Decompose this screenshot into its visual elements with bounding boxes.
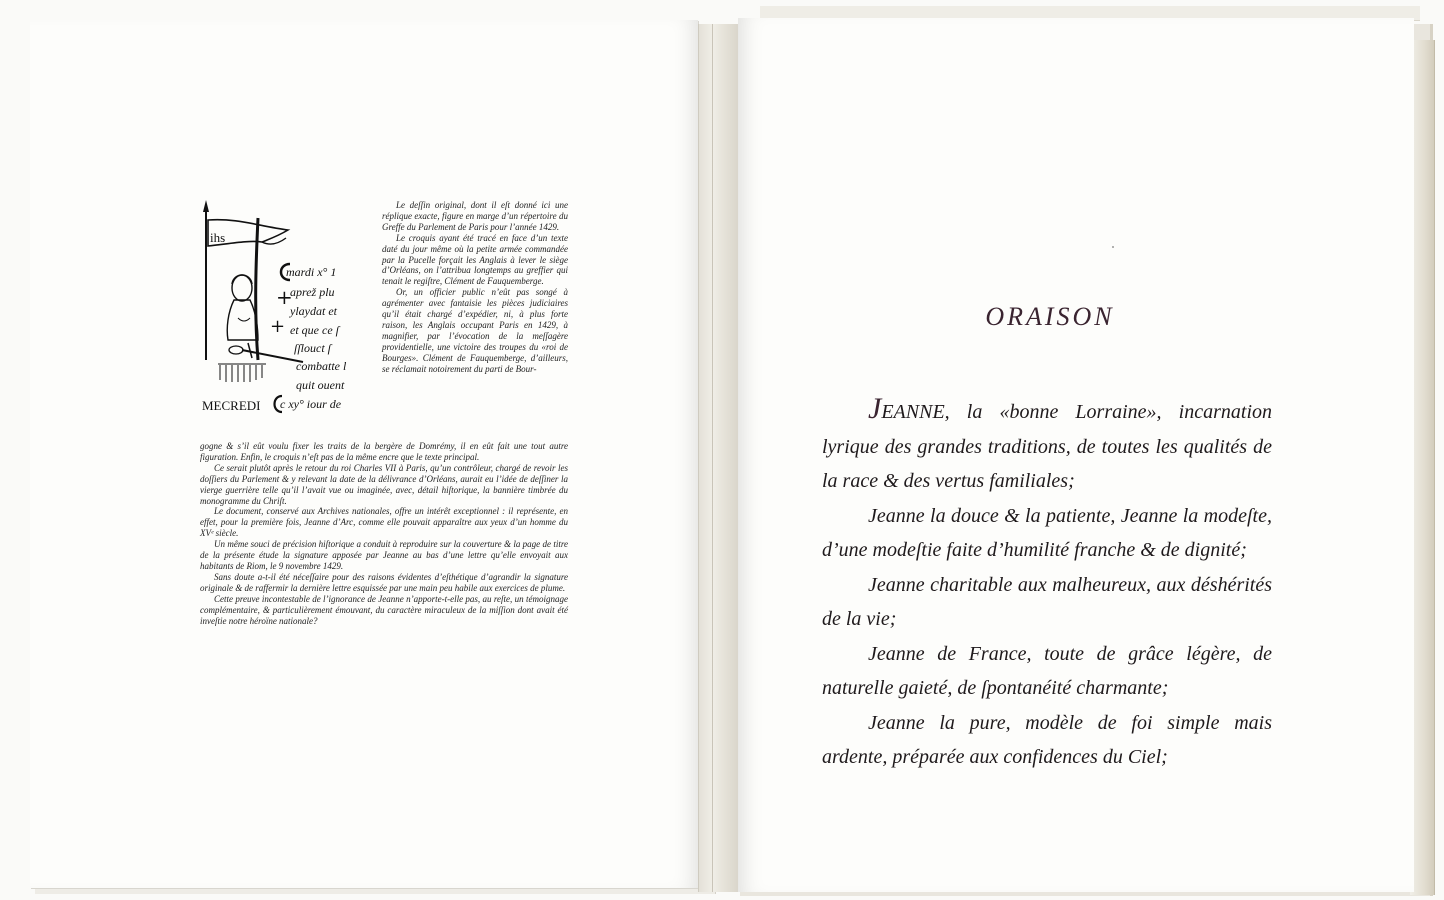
script-line-5: ſſlouct ſ: [294, 341, 331, 355]
oraison-paragraph: Jeanne de France, toute de grâce légère, de naturelle gaieté, de ſpontanéité charmante;: [822, 642, 1272, 699]
script-line-2: aprež plu: [290, 285, 335, 299]
illustration-caption-note: [382, 200, 568, 375]
commentary-paragraph: Un même souci de précision hiſtorique a conduit à reproduire sur la couverture & la page de titre de la présente étude la signature apposée par Jeanne au bas d’une lettre qu’elle envoyait aux habitants de Riom, le 9 novembre 1429.: [200, 539, 568, 571]
svg-text:+: +: [270, 316, 286, 337]
paper-speck: [1112, 246, 1114, 248]
commentary-text: [200, 441, 568, 626]
svg-text:+: +: [276, 285, 293, 309]
oraison-paragraph: Jeanne la douce & la patiente, Jeanne la modeſte, d’une modeſtie faite d’humilité franche & de dignité;: [822, 504, 1272, 561]
page-title: ORAISON: [985, 302, 1115, 331]
commentary-paragraph: Ce serait plutôt après le retour du roi Charles VII à Paris, qu’un contrôleur, chargé de revoir les doſſiers du Parlement & y relevant la date de la délivrance d’Orléans, aurait eu l’idée de deſſiner la vierge guerrière telle qu’il l’avait vue ou imaginée, avec, détail hiſtorique, la bannière timbrée du monogramme du Chriſt.: [200, 462, 568, 506]
commentary-continuation: gogne & s’il eût voulu fixer les traits de la bergère de Domrémy, il en eût fait une tout autre figuration. Enfin, le croquis n’eſt pas de la même encre que le texte principal.: [200, 441, 568, 462]
commentary-paragraph: Le document, conservé aux Archives nationales, offre un intérêt exceptionnel : il représente, en effet, pour la première fois, Jeanne d’Arc, comme elle pouvait apparaître aux yeux d’un homme du XVᵉ siècle.: [200, 506, 568, 539]
book-gutter: [698, 24, 740, 892]
oraison-paragraph: Jeanne la pure, modèle de foi simple mais ardente, préparée aux confidences du Ciel;: [822, 711, 1272, 768]
commentary-paragraph: Cette preuve incontestable de l’ignorance de Jeanne n’apporte-t-elle pas, au reſte, un témoignage complémentaire, & particulièrement émouvant, du caractère miraculeux de la miſſion dont avait été inveſtie notre héroïne nationale?: [200, 593, 568, 626]
jeanne-sketch-image: [198, 200, 378, 420]
oraison-text: [822, 392, 1272, 775]
side-note-paragraph: Le croquis ayant été tracé en face d’un texte daté du jour même où la petite armée commandée par la Pucelle forçait les Anglais à lever le siège d’Orléans, on l’attribua longtemps au greffier qui tenait le regiſtre, Clément de Fauquemberge.: [382, 232, 568, 287]
side-note-paragraph: Le deſſin original, dont il eſt donné ici une réplique exacte, figure en marge d’un répertoire du Greffe du Parlement de Paris pour l’année 1429.: [382, 200, 568, 232]
commentary-paragraph: Sans doute a-t-il été néceſſaire pour des raisons évidentes d’eſthétique d’agrandir la signature originale & de raffermir la dernière lettre esquissée par une main peu habile aux exercices de plume.: [200, 571, 568, 593]
script-mecredi: MECREDI: [202, 398, 261, 413]
drop-initial: J: [868, 392, 882, 425]
script-line-4: et que ce ſ: [290, 323, 339, 337]
script-line-6: combatte l: [296, 359, 347, 373]
script-line-7: quit ouent: [296, 378, 345, 392]
gutter-fold-line: [712, 24, 713, 892]
script-line-1: mardi x° 1: [286, 265, 337, 279]
script-line-3: ylaydat et: [290, 304, 337, 318]
oraison-first-paragraph: [822, 392, 1272, 499]
oraison-first-text: EANNE, la «bonne Lorraine», incarnation lyrique des grandes traditions, de toutes les qualités de la race & des vertus familiales;: [822, 401, 1272, 492]
oraison-paragraph: Jeanne charitable aux malheureux, aux déshérités de la vie;: [822, 573, 1272, 630]
side-note-paragraph: Or, un officier public n’eût pas songé à agrémenter avec fantaisie les pièces judiciaires qu’il était chargé d’expédier, ni, à plus forte raison, les Anglais occupant Paris en 1429, à magnifier, par l’évocation de la meſſagère providentielle, une victoire des troupes du «roi de Bourges». Clément de Fauquemberge, d’ailleurs, se réclamait notoirement du parti de Bour-: [382, 287, 568, 374]
ihs-monogram: ihs: [210, 230, 226, 245]
jeanne-drawing-illustration: [198, 200, 378, 420]
script-line-8: c xy° iour de: [280, 397, 342, 411]
